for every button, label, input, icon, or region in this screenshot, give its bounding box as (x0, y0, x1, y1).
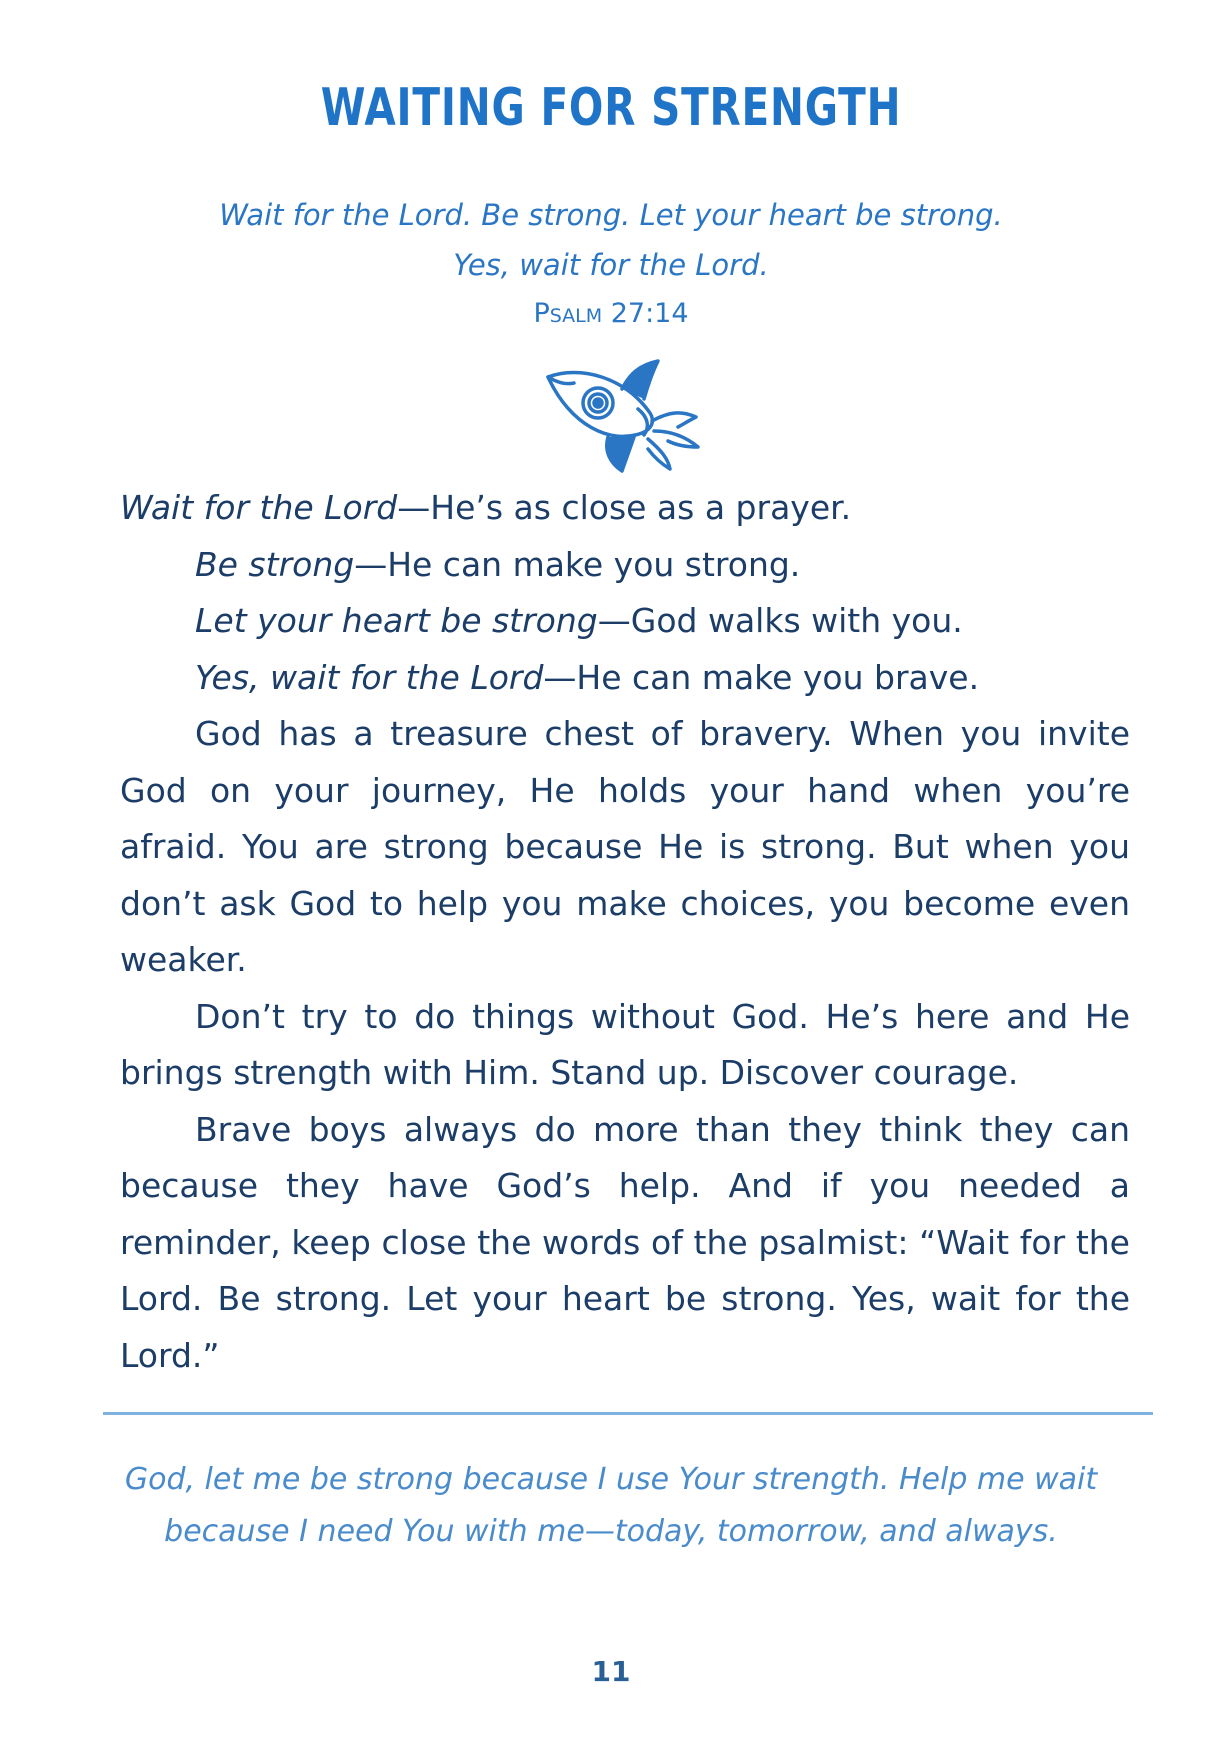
body-line-4-rest: —He can make you brave. (543, 657, 980, 697)
section-divider (103, 1412, 1153, 1415)
body-paragraph-3: Brave boys always do more than they think they can because they have God’s help. And if you needed a reminder, keep close the words of the psalmist: “Wait for the Lord. Be strong. Let your heart be strong. Yes, wait for the Lord.” (120, 1109, 1130, 1375)
body-line-4-italic: Yes, wait for the Lord (195, 657, 544, 697)
body-line-3 (120, 593, 1130, 650)
body-paragraph-2: Don’t try to do things without God. He’s here and He brings strength with Him. Stand up. Discover courage. (120, 996, 1130, 1092)
body-line-1-rest: —He’s as close as a prayer. (397, 488, 852, 527)
prayer-line-2: because I need You with me—today, tomorrow, and always. (164, 1514, 1058, 1549)
scripture-verse (0, 190, 1222, 290)
body-line-2-italic: Be strong (195, 544, 355, 584)
body-line-2 (120, 537, 1130, 594)
body-line-3-rest: —God walks with you. (597, 601, 963, 640)
page-title: WAITING FOR STRENGTH (320, 78, 902, 138)
verse-reference: Psalm 27:14 (533, 298, 689, 329)
body-line-3-italic: Let your heart be strong (195, 601, 598, 640)
verse-line-1: Wait for the Lord. Be strong. Let your heart be strong. (219, 198, 1003, 232)
page-number: 11 (591, 1655, 631, 1688)
body-paragraph-1: God has a treasure chest of bravery. When you invite God on your journey, He holds your hand when you’re afraid. You are strong because He is strong. But when you don’t ask God to help you make choices, you become even weaker. (120, 714, 1130, 979)
body-line-2-rest: —He can make you strong. (354, 544, 801, 584)
rocket-icon (530, 355, 720, 475)
devotional-text (120, 480, 1130, 1384)
body-line-1 (120, 480, 1130, 537)
prayer-line-1: God, let me be strong because I use Your strength. Help me wait (124, 1462, 1098, 1497)
body-line-4 (120, 650, 1130, 707)
body-line-1-italic: Wait for the Lord (120, 488, 398, 527)
verse-line-2: Yes, wait for the Lord. (453, 248, 769, 282)
prayer (0, 1454, 1222, 1558)
